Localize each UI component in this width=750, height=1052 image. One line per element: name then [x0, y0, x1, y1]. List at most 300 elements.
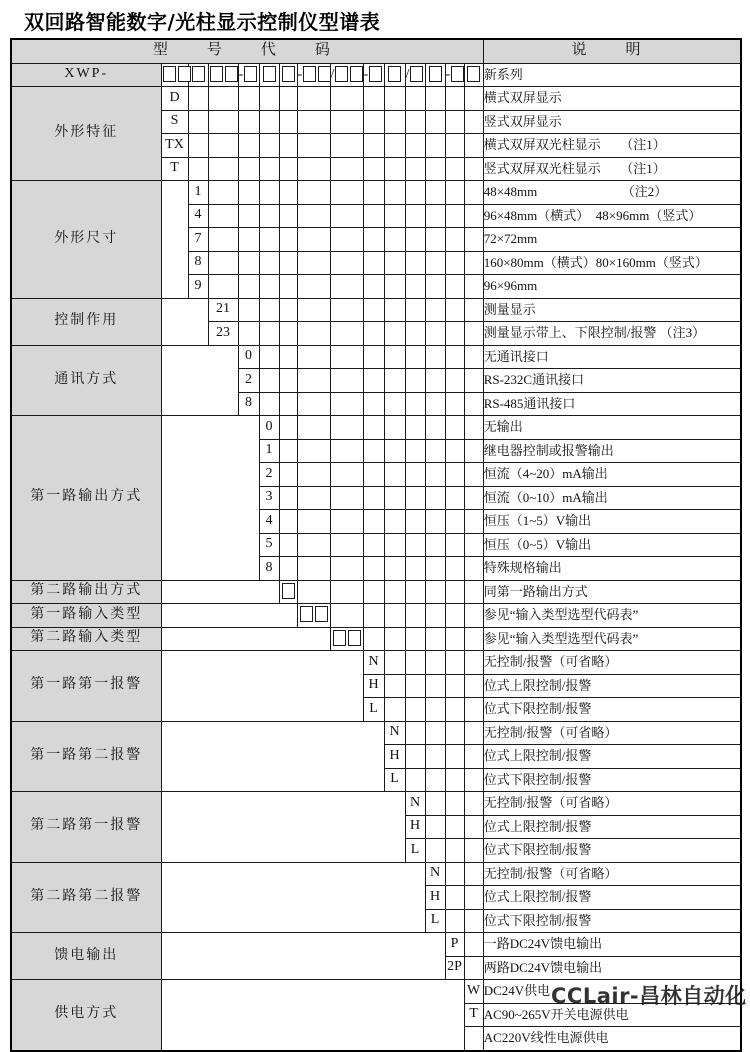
grid-cell	[445, 886, 464, 910]
desc-cell: 竖式双屏显示	[483, 110, 741, 134]
grid-cell	[330, 439, 363, 463]
grid-cell	[464, 862, 483, 886]
page-title: 双回路智能数字/光柱显示控制仪型谱表	[24, 10, 381, 34]
grid-cell	[208, 134, 238, 158]
code-cell: H	[405, 815, 425, 839]
code-cell: 2P	[445, 956, 464, 980]
desc-cell: 恒流（0~10）mA输出	[483, 486, 741, 510]
grid-cell	[384, 580, 405, 604]
desc-cell: 测量显示	[483, 298, 741, 322]
code-cell: 2	[259, 463, 279, 487]
grid-cell	[259, 251, 279, 275]
grid-cell	[445, 134, 464, 158]
grid-cell	[445, 486, 464, 510]
grid-cell	[384, 157, 405, 181]
grid-cell	[405, 204, 425, 228]
grid-cell	[464, 580, 483, 604]
grid-cell	[238, 181, 259, 205]
grid-cell	[384, 627, 405, 651]
desc-cell: 无控制/报警（可省略）	[483, 862, 741, 886]
grid-cell	[363, 110, 384, 134]
grid-cell	[425, 322, 445, 346]
grid-cell	[464, 557, 483, 581]
grid-cell	[445, 815, 464, 839]
grid-cell	[363, 345, 384, 369]
desc-cell: 位式上限控制/报警	[483, 815, 741, 839]
grid-cell	[208, 204, 238, 228]
grid-cell	[464, 463, 483, 487]
filler-cell	[161, 651, 363, 722]
filler-cell	[161, 580, 279, 604]
grid-cell	[445, 604, 464, 628]
code-cell: L	[363, 698, 384, 722]
code-cell: 0	[259, 416, 279, 440]
section-label: 第一路输出方式	[11, 416, 161, 581]
desc-cell: AC220V线性电源供电	[483, 1027, 741, 1051]
grid-cell	[425, 298, 445, 322]
grid-cell	[330, 416, 363, 440]
grid-cell	[297, 298, 330, 322]
grid-cell	[464, 369, 483, 393]
table-row	[11, 580, 741, 604]
grid-cell	[363, 369, 384, 393]
desc-cell: DC24V供电	[483, 980, 741, 1004]
grid-cell	[445, 792, 464, 816]
grid-cell	[405, 486, 425, 510]
grid-cell	[279, 204, 297, 228]
section-label: 馈电输出	[11, 933, 161, 980]
desc-cell: 继电器控制或报警输出	[483, 439, 741, 463]
grid-cell	[384, 322, 405, 346]
grid-cell	[384, 181, 405, 205]
grid-cell	[464, 698, 483, 722]
grid-cell	[297, 345, 330, 369]
grid-cell	[445, 392, 464, 416]
code-cell: L	[384, 768, 405, 792]
grid-cell	[384, 345, 405, 369]
model-code-cell: -	[238, 63, 259, 87]
code-cell: 7	[188, 228, 208, 252]
code-cell: H	[384, 745, 405, 769]
grid-cell	[384, 392, 405, 416]
code-cell: N	[405, 792, 425, 816]
grid-cell	[445, 204, 464, 228]
grid-cell	[445, 745, 464, 769]
desc-cell: 恒压（0~5）V输出	[483, 533, 741, 557]
code-cell: H	[363, 674, 384, 698]
grid-cell	[384, 698, 405, 722]
grid-cell	[445, 909, 464, 933]
desc-cell: 位式上限控制/报警	[483, 674, 741, 698]
section-label: 通讯方式	[11, 345, 161, 416]
grid-cell	[363, 486, 384, 510]
grid-cell	[363, 533, 384, 557]
grid-cell	[330, 134, 363, 158]
code-cell: 4	[188, 204, 208, 228]
code-box	[163, 66, 176, 82]
desc-cell: 位式下限控制/报警	[483, 839, 741, 863]
grid-cell	[297, 87, 330, 111]
grid-cell	[445, 557, 464, 581]
code-box	[192, 66, 205, 82]
grid-cell	[363, 557, 384, 581]
grid-cell	[425, 369, 445, 393]
grid-cell	[425, 839, 445, 863]
desc-cell: 无输出	[483, 416, 741, 440]
grid-cell	[208, 251, 238, 275]
grid-cell	[445, 439, 464, 463]
grid-cell	[445, 627, 464, 651]
grid-cell	[279, 463, 297, 487]
desc-cell: 位式上限控制/报警	[483, 745, 741, 769]
grid-cell	[405, 228, 425, 252]
desc-cell: 位式下限控制/报警	[483, 909, 741, 933]
grid-cell	[445, 181, 464, 205]
grid-cell	[259, 275, 279, 299]
grid-cell	[279, 369, 297, 393]
grid-cell	[297, 369, 330, 393]
grid-cell	[279, 251, 297, 275]
desc-cell: 96×48mm（横式） 48×96mm（竖式）	[483, 204, 741, 228]
code-cell: 8	[188, 251, 208, 275]
grid-cell	[464, 486, 483, 510]
grid-cell	[330, 251, 363, 275]
grid-cell	[464, 134, 483, 158]
grid-cell	[464, 839, 483, 863]
grid-cell	[464, 322, 483, 346]
grid-cell	[464, 110, 483, 134]
grid-cell	[425, 228, 445, 252]
grid-cell	[405, 463, 425, 487]
grid-cell	[405, 721, 425, 745]
grid-cell	[330, 87, 363, 111]
desc-cell: 横式双屏双光柱显示 （注1）	[483, 134, 741, 158]
table-row	[11, 298, 741, 322]
model-code-cell	[279, 63, 297, 87]
grid-cell	[445, 463, 464, 487]
grid-cell	[464, 815, 483, 839]
grid-cell	[297, 110, 330, 134]
model-code-cell	[259, 63, 279, 87]
grid-cell	[330, 510, 363, 534]
grid-cell	[425, 134, 445, 158]
grid-cell	[425, 557, 445, 581]
model-code-cell	[384, 63, 405, 87]
grid-cell	[445, 157, 464, 181]
grid-cell	[405, 580, 425, 604]
grid-cell	[384, 674, 405, 698]
grid-cell	[464, 228, 483, 252]
grid-cell	[330, 298, 363, 322]
grid-cell	[445, 533, 464, 557]
grid-cell	[445, 87, 464, 111]
section-label: 第一路输入类型	[11, 604, 161, 628]
grid-cell	[330, 181, 363, 205]
code-cell: 4	[259, 510, 279, 534]
desc-cell: 恒压（1~5）V输出	[483, 510, 741, 534]
grid-cell	[259, 228, 279, 252]
grid-cell	[279, 392, 297, 416]
code-cell: 0	[238, 345, 259, 369]
grid-cell	[405, 510, 425, 534]
grid-cell	[208, 87, 238, 111]
grid-cell	[330, 463, 363, 487]
code-cell	[279, 580, 297, 604]
grid-cell	[279, 322, 297, 346]
grid-cell	[405, 698, 425, 722]
desc-cell: 位式下限控制/报警	[483, 698, 741, 722]
grid-cell	[279, 134, 297, 158]
table-row	[11, 627, 741, 651]
code-cell: 21	[208, 298, 238, 322]
grid-cell	[297, 228, 330, 252]
grid-cell	[259, 345, 279, 369]
filler-cell	[161, 416, 259, 581]
grid-cell	[464, 181, 483, 205]
grid-cell	[405, 604, 425, 628]
code-cell: 8	[238, 392, 259, 416]
grid-cell	[297, 157, 330, 181]
grid-cell	[330, 392, 363, 416]
code-box	[388, 66, 401, 82]
code-cell: N	[425, 862, 445, 886]
filler-cell	[161, 721, 384, 792]
grid-cell	[363, 627, 384, 651]
code-cell: H	[425, 886, 445, 910]
grid-cell	[445, 580, 464, 604]
grid-cell	[405, 416, 425, 440]
section-label: 第一路第一报警	[11, 651, 161, 722]
grid-cell	[188, 87, 208, 111]
grid-cell	[425, 181, 445, 205]
grid-cell	[238, 110, 259, 134]
code-box	[315, 606, 328, 622]
grid-cell	[297, 134, 330, 158]
grid-cell	[259, 87, 279, 111]
grid-cell	[464, 298, 483, 322]
grid-cell	[445, 768, 464, 792]
grid-cell	[405, 298, 425, 322]
grid-cell	[363, 604, 384, 628]
grid-cell	[363, 181, 384, 205]
desc-cell: 72×72mm	[483, 228, 741, 252]
table-row	[11, 792, 741, 816]
grid-cell	[384, 604, 405, 628]
grid-cell	[464, 792, 483, 816]
grid-cell	[384, 510, 405, 534]
desc-cell: 无控制/报警（可省略）	[483, 721, 741, 745]
grid-cell	[425, 745, 445, 769]
code-box	[303, 66, 316, 82]
grid-cell	[445, 298, 464, 322]
grid-cell	[208, 157, 238, 181]
code-cell: T	[161, 157, 188, 181]
grid-cell	[297, 580, 330, 604]
grid-cell	[297, 416, 330, 440]
grid-cell	[405, 533, 425, 557]
grid-cell	[405, 157, 425, 181]
model-code-cell	[425, 63, 445, 87]
grid-cell	[405, 322, 425, 346]
model-spec-table	[10, 38, 742, 1052]
desc-cell: 位式下限控制/报警	[483, 768, 741, 792]
code-box	[410, 66, 423, 82]
grid-cell	[445, 275, 464, 299]
grid-cell	[464, 933, 483, 957]
grid-cell	[363, 510, 384, 534]
grid-cell	[464, 439, 483, 463]
grid-cell	[330, 157, 363, 181]
grid-cell	[464, 909, 483, 933]
grid-cell	[363, 416, 384, 440]
table-row	[11, 416, 741, 440]
grid-cell	[238, 251, 259, 275]
grid-cell	[425, 792, 445, 816]
grid-cell	[384, 463, 405, 487]
model-row	[11, 63, 741, 87]
code-cell: L	[425, 909, 445, 933]
grid-cell	[405, 345, 425, 369]
grid-cell	[363, 204, 384, 228]
code-box	[333, 630, 346, 646]
grid-cell	[384, 557, 405, 581]
grid-cell	[279, 416, 297, 440]
code-cell	[297, 604, 330, 628]
model-code-cell	[208, 63, 238, 87]
grid-cell	[330, 345, 363, 369]
grid-cell	[464, 392, 483, 416]
grid-cell	[297, 486, 330, 510]
grid-cell	[425, 275, 445, 299]
code-box	[429, 66, 442, 82]
grid-cell	[279, 110, 297, 134]
grid-cell	[363, 580, 384, 604]
filler-cell	[161, 627, 330, 651]
grid-cell	[405, 651, 425, 675]
grid-cell	[330, 369, 363, 393]
section-label: 第二路输出方式	[11, 580, 161, 604]
grid-cell	[363, 87, 384, 111]
grid-cell	[384, 87, 405, 111]
grid-cell	[425, 815, 445, 839]
grid-cell	[279, 87, 297, 111]
grid-cell	[297, 204, 330, 228]
grid-cell	[425, 439, 445, 463]
model-code-cell: -	[297, 63, 330, 87]
section-label: 第二路第二报警	[11, 862, 161, 933]
grid-cell	[464, 275, 483, 299]
header-row	[11, 39, 741, 63]
grid-cell	[425, 698, 445, 722]
table-row	[11, 651, 741, 675]
grid-cell	[363, 134, 384, 158]
model-code-cell: /	[330, 63, 363, 87]
desc-cell: 无通讯接口	[483, 345, 741, 369]
grid-cell	[464, 157, 483, 181]
grid-cell	[259, 298, 279, 322]
filler-cell	[161, 933, 445, 980]
code-box	[300, 606, 313, 622]
grid-cell	[445, 839, 464, 863]
grid-cell	[279, 181, 297, 205]
code-cell: 2	[238, 369, 259, 393]
filler-cell	[161, 345, 238, 416]
filler-cell	[161, 181, 188, 299]
desc-cell: 无控制/报警（可省略）	[483, 651, 741, 675]
grid-cell	[297, 392, 330, 416]
code-box	[350, 66, 363, 82]
desc-cell: 测量显示带上、下限控制/报警 （注3）	[483, 322, 741, 346]
code-cell: 8	[259, 557, 279, 581]
code-cell: 1	[188, 181, 208, 205]
grid-cell	[259, 204, 279, 228]
grid-cell	[330, 275, 363, 299]
grid-cell	[259, 157, 279, 181]
grid-cell	[279, 510, 297, 534]
model-code-cell	[188, 63, 208, 87]
code-cell: L	[405, 839, 425, 863]
code-box	[225, 66, 238, 82]
grid-cell	[384, 251, 405, 275]
grid-cell	[425, 392, 445, 416]
grid-cell	[464, 416, 483, 440]
grid-cell	[363, 157, 384, 181]
grid-cell	[425, 533, 445, 557]
grid-cell	[363, 228, 384, 252]
grid-cell	[279, 486, 297, 510]
grid-cell	[445, 322, 464, 346]
grid-cell	[384, 110, 405, 134]
code-box	[244, 66, 257, 82]
grid-cell	[297, 275, 330, 299]
grid-cell	[384, 486, 405, 510]
grid-cell	[405, 181, 425, 205]
grid-cell	[297, 533, 330, 557]
code-cell: S	[161, 110, 188, 134]
code-cell	[464, 1027, 483, 1051]
section-label: 第一路第二报警	[11, 721, 161, 792]
grid-cell	[330, 486, 363, 510]
grid-cell	[279, 533, 297, 557]
grid-cell	[425, 651, 445, 675]
code-box	[282, 583, 295, 599]
grid-cell	[425, 510, 445, 534]
desc-cell: 竖式双屏双光柱显示 （注1）	[483, 157, 741, 181]
grid-cell	[259, 322, 279, 346]
grid-cell	[384, 533, 405, 557]
grid-cell	[445, 674, 464, 698]
grid-cell	[297, 251, 330, 275]
section-label: 外形特征	[11, 87, 161, 181]
grid-cell	[330, 204, 363, 228]
desc-cell: 96×96mm	[483, 275, 741, 299]
grid-cell	[384, 204, 405, 228]
grid-cell	[297, 463, 330, 487]
grid-cell	[188, 134, 208, 158]
grid-cell	[425, 463, 445, 487]
grid-cell	[464, 604, 483, 628]
desc-cell: 两路DC24V馈电输出	[483, 956, 741, 980]
grid-cell	[238, 134, 259, 158]
table-row	[11, 181, 741, 205]
code-cell: N	[384, 721, 405, 745]
code-cell: W	[464, 980, 483, 1004]
code-box	[178, 66, 191, 82]
grid-cell	[445, 698, 464, 722]
desc-cell: RS-232C通讯接口	[483, 369, 741, 393]
filler-cell	[161, 298, 208, 345]
section-label: 供电方式	[11, 980, 161, 1051]
